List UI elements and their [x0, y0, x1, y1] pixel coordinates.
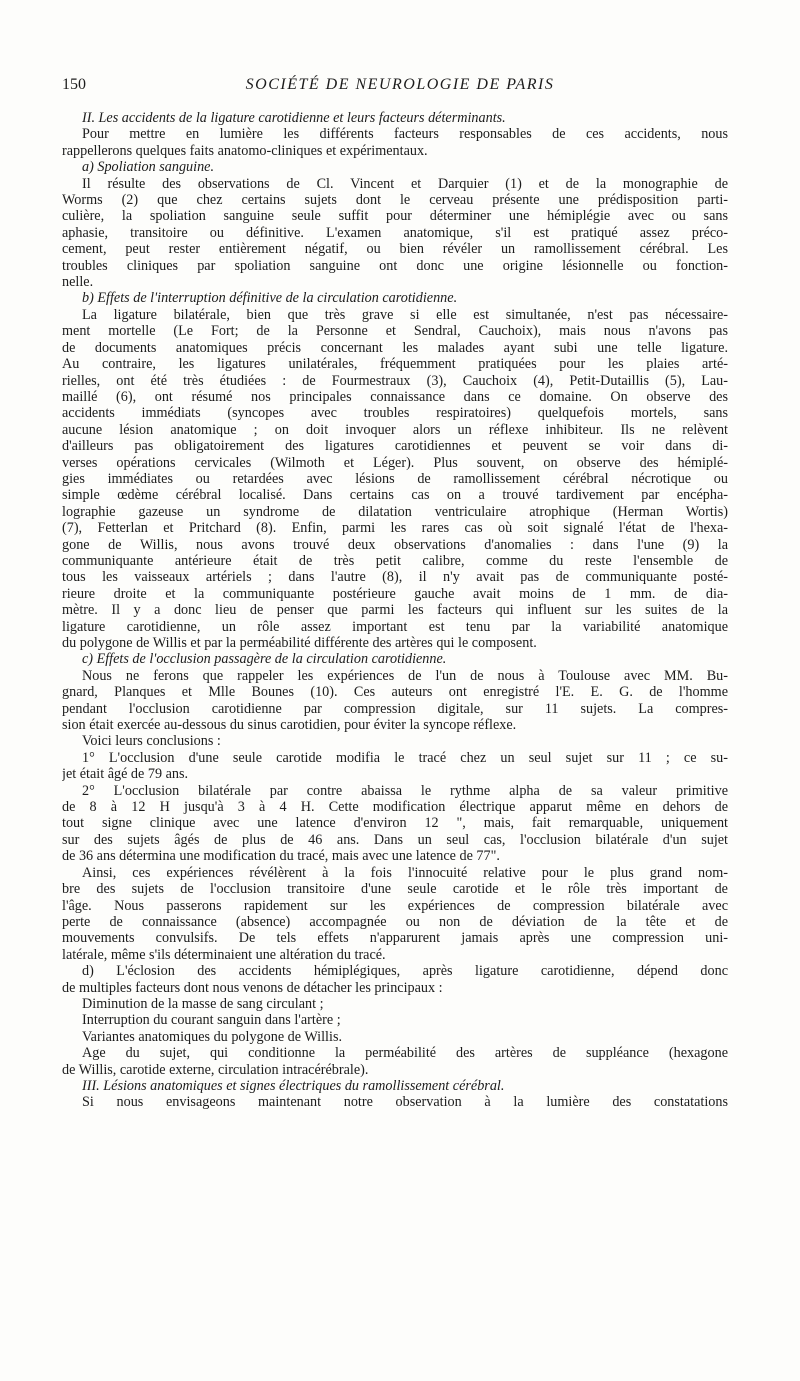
- text-line: Au contraire, les ligatures unilatérales, fréquemment pratiquées pour les plaies arté-: [62, 356, 728, 373]
- text-line: cement, peut rester entièrement négatif, ou bien révéler un ramollissement cérébral. Les: [62, 241, 728, 258]
- text-line: 2° L'occlusion bilatérale par contre abaissa le rythme alpha de sa valeur primitive: [82, 782, 728, 799]
- text-line: d'ailleurs pas obligatoirement des ligatures carotidiennes et peuvent se voir dans di-: [62, 438, 728, 455]
- text-line: Si nous envisageons maintenant notre observation à la lumière des constatations: [82, 1094, 728, 1111]
- running-title: SOCIÉTÉ DE NEUROLOGIE DE PARIS: [245, 76, 555, 93]
- page-number: 150: [62, 76, 86, 93]
- text-line: gnard, Planques et Mlle Bounes (10). Ces auteurs ont enregistré l'E. E. G. de l'homme: [62, 684, 728, 701]
- text-line: gies immédiates ou retardées avec lésions de ramollissement cérébral nécrotique ou: [62, 470, 728, 487]
- text-line: de documents anatomiques précis concernant les malades ayant subi une telle ligature.: [62, 339, 728, 356]
- text-line: II. Les accidents de la ligature carotidienne et leurs facteurs déterminants.: [82, 110, 506, 126]
- text-line: 1° L'occlusion d'une seule carotide modifia le tracé chez un seul sujet sur 11 ; ce su-: [82, 749, 728, 766]
- text-line: b) Effets de l'interruption définitive de la circulation carotidienne.: [82, 290, 458, 307]
- text-line: c) Effets de l'occlusion passagère de la circulation carotidienne.: [82, 651, 447, 668]
- text-line: mètre. Il y a donc lieu de penser que parmi les facteurs qui influent sur les suites de la: [62, 602, 728, 619]
- text-line: La ligature bilatérale, bien que très grave si elle est simultanée, n'est pas nécessaire-: [82, 306, 728, 323]
- text-line: Diminution de la masse de sang circulant ;: [82, 995, 324, 1012]
- text-line: de multiples facteurs dont nous venons de détacher les principaux :: [62, 979, 443, 996]
- text-line: aucune lésion anatomique ; on doit invoquer alors un réflexe inhibiteur. Ils ne relèvent: [62, 421, 728, 438]
- text-line: ligature carotidienne, un rôle assez important est tenu par la variabilité anatomique: [62, 618, 728, 635]
- text-line: l'âge. Nous passerons rapidement sur les expériences de compression bilatérale avec: [62, 897, 728, 914]
- text-line: Voici leurs conclusions :: [82, 733, 221, 750]
- text-line: latérale, même s'ils déterminaient une altération du tracé.: [62, 946, 386, 963]
- text-line: ment mortelle (Le Fort; de la Personne et Sendral, Cauchoix), mais nous n'avons pas: [62, 323, 728, 340]
- text-line: jet était âgé de 79 ans.: [62, 766, 189, 783]
- text-line: Worms (2) que chez certains sujets dont le cerveau présente une prédisposition parti-: [62, 192, 728, 209]
- text-line: a) Spoliation sanguine.: [82, 159, 215, 176]
- text-line: culière, la spoliation sanguine seule suffit pour déterminer une hémiplégie avec ou sans: [62, 208, 728, 225]
- text-line: rappellerons quelques faits anatomo-cliniques et expérimentaux.: [62, 142, 428, 159]
- text-line: nelle.: [62, 274, 94, 291]
- page-header: [0, 76, 800, 98]
- text-line: rieure droite et la communiquante postérieure gauche avait moins de 1 mm. de dia-: [62, 585, 728, 602]
- text-line: rielles, ont été très étudiées : de Fourmestraux (3), Cauchoix (4), Petit-Dutaillis (5), Lau-: [62, 372, 728, 389]
- text-line: (7), Fetterlan et Pritchard (8). Enfin, parmi les rares cas où soit signalé l'état de l'hexa-: [62, 520, 728, 537]
- article-body: [62, 110, 728, 1111]
- text-line: mouvements convulsifs. De tels effets n'apparurent jamais après une compression uni-: [62, 930, 728, 947]
- text-line: communiquante antérieure était de très petit calibre, comme du reste l'ensemble de: [62, 552, 728, 569]
- text-line: bre des sujets de l'occlusion transitoire d'une seule carotide et le rôle très important de: [62, 881, 728, 898]
- text-line: d) L'éclosion des accidents hémiplégiques, après ligature carotidienne, dépend donc: [82, 963, 728, 980]
- text-line: de Willis, carotide externe, circulation intracérébrale).: [62, 1061, 369, 1078]
- text-line: Variantes anatomiques du polygone de Willis.: [82, 1028, 343, 1045]
- text-line: pendant l'occlusion carotidienne par compression digitale, sur 11 sujets. La compres-: [62, 700, 728, 717]
- text-line: perte de connaissance (absence) accompagnée ou non de déviation de la tête et de: [62, 913, 728, 930]
- text-line: de 36 ans détermina une modification du tracé, mais avec une latence de 77".: [62, 848, 500, 865]
- text-line: Nous ne ferons que rappeler les expériences de l'un de nous à Toulouse avec MM. Bu-: [82, 667, 728, 684]
- text-line: sur des sujets âgés de plus de 46 ans. Dans un seul cas, l'occlusion bilatérale d'un sujet: [62, 831, 728, 848]
- text-line: III. Lésions anatomiques et signes électriques du ramollissement cérébral.: [82, 1077, 505, 1094]
- text-line: sion était exercée au-dessous du sinus carotidien, pour éviter la syncope réflexe.: [62, 717, 517, 734]
- text-line: de 8 à 12 H jusqu'à 3 à 4 H. Cette modification électrique apparut même en dehors de: [62, 799, 728, 816]
- text-line: Interruption du courant sanguin dans l'artère ;: [82, 1012, 341, 1029]
- text-line: du polygone de Willis et par la perméabilité différente des artères qui le composent.: [62, 635, 537, 651]
- text-line: lographie gazeuse un syndrome de dilatation ventriculaire atrophique (Herman Wortis): [62, 503, 728, 520]
- text-line: gone de Willis, nous avons trouvé deux observations d'anomalies : dans l'une (9) la: [62, 536, 728, 553]
- text-line: Pour mettre en lumière les différents facteurs responsables de ces accidents, nous: [82, 126, 728, 143]
- text-line: maillé (6), ont résumé nos principales connaissance dans ce domaine. On observe des: [62, 388, 728, 405]
- text-line: tous les vaisseaux artériels ; dans l'autre (8), il n'y avait pas de communiquante posté-: [62, 569, 728, 586]
- text-line: Age du sujet, qui conditionne la perméabilité des artères de suppléance (hexagone: [82, 1045, 728, 1062]
- text-line: troubles cliniques par spoliation sanguine ont donc une origine lésionnelle ou fonction-: [62, 257, 728, 274]
- text-line: aphasie, transitoire ou définitive. L'examen anatomique, s'il est pratiqué assez préco-: [62, 224, 728, 241]
- text-line: Ainsi, ces expériences révélèrent à la fois l'innocuité relative pour le plus grand nom-: [82, 864, 728, 881]
- text-line: verses opérations cervicales (Wilmoth et Léger). Plus souvent, on observe des hémiplé-: [62, 454, 728, 471]
- text-line: simple œdème cérébral localisé. Dans certains cas on a trouvé tardivement par encépha-: [62, 487, 728, 504]
- text-line: accidents immédiats (syncopes avec troubles respiratoires) quelquefois mortels, sans: [62, 405, 728, 422]
- text-line: Il résulte des observations de Cl. Vincent et Darquier (1) et de la monographie de: [82, 175, 728, 192]
- text-line: tout signe clinique avec une latence d'environ 12 ", mais, fait remarquable, uniquement: [62, 815, 728, 832]
